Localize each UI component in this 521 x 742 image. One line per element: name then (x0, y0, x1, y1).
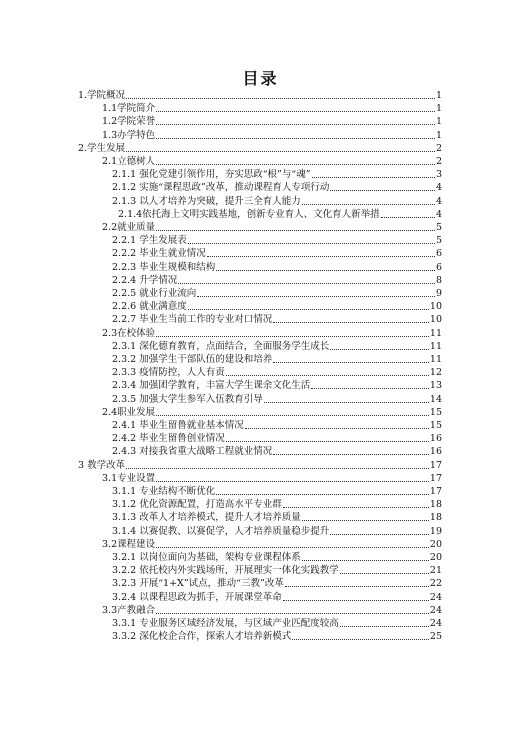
toc-entry-label: 2.学生发展 (78, 142, 126, 154)
toc-entry-label: 3.3.2 深化校企合作，探索人才培养新模式 (112, 631, 292, 643)
toc-entry-label: 3.3产教融合 (102, 604, 156, 616)
toc-entry-page-number: 1 (435, 90, 442, 101)
dot-leader (330, 349, 429, 350)
toc-entry[interactable] (112, 261, 442, 274)
dot-leader (226, 375, 429, 376)
toc-entry-page-number: 2 (435, 142, 442, 154)
toc-entry[interactable] (112, 300, 442, 313)
toc-entry-label: 3.3.1 专业服务区域经济发展，与区域产业匹配度较高 (112, 618, 339, 629)
toc-entry-label: 1.学院概况 (78, 90, 126, 101)
dot-leader (156, 164, 435, 165)
toc-entry-page-number: 5 (435, 222, 442, 233)
page-title: 目录 (242, 69, 279, 88)
toc-entry-page-number: 1 (435, 129, 442, 141)
toc-entry-label: 2.2.3 毕业生规模和结构 (112, 261, 216, 273)
toc-entry-label: 2.1.1 强化党建引领作用，夯实思政“根”与“魂” (112, 169, 311, 181)
toc-entry-page-number: 19 (429, 525, 442, 537)
dot-leader (273, 362, 429, 363)
toc-entry-label: 2.1.2 实施“课程思政”改革，推动课程育人专项行动 (112, 182, 330, 194)
toc-entry-page-number: 12 (429, 367, 442, 379)
toc-entry[interactable] (78, 142, 442, 155)
toc-entry[interactable] (112, 485, 442, 498)
dot-leader (156, 481, 429, 482)
toc-entry[interactable] (112, 234, 442, 247)
toc-entry[interactable] (112, 525, 442, 538)
dot-leader (311, 388, 429, 389)
dot-leader (330, 534, 429, 535)
toc-entry-label: 2.2就业质量 (102, 222, 156, 233)
toc-entry-label: 2.3.3 疫情防控，人人有责 (112, 367, 225, 379)
toc-entry-label: 3.2.2 依托校内外实践场所，开展理实一体化实践教学 (112, 565, 339, 577)
toc-entry-label: 3.1专业设置 (102, 472, 156, 484)
dot-leader (264, 402, 429, 403)
toc-entry-label: 1.3办学特色 (102, 129, 156, 141)
toc-entry[interactable] (112, 591, 442, 604)
dot-leader (188, 309, 429, 310)
dot-leader (156, 230, 435, 231)
toc-entry-page-number: 2 (435, 156, 442, 167)
toc-entry-label: 2.1立德树人 (102, 156, 156, 167)
toc-entry[interactable] (112, 195, 442, 208)
dot-leader (126, 468, 429, 469)
toc-entry-page-number: 13 (429, 380, 442, 392)
toc-entry-page-number: 21 (429, 565, 442, 577)
toc-entry[interactable] (102, 604, 442, 617)
dot-leader (285, 586, 429, 587)
dot-leader (188, 243, 435, 244)
toc-entry-page-number: 15 (429, 420, 442, 431)
toc-entry-page-number: 4 (435, 208, 442, 220)
dot-leader (340, 573, 429, 574)
toc-entry-label: 1.2学院荣誉 (102, 116, 156, 128)
toc-entry[interactable] (102, 102, 442, 115)
toc-entry-label: 2.3.4 加强团学教育，丰富大学生课余文化生活 (112, 380, 311, 392)
toc-entry-page-number: 14 (429, 393, 442, 405)
toc-entry[interactable] (112, 313, 442, 326)
toc-entry-label: 3.2课程建设 (102, 538, 156, 550)
toc-entry-label: 2.3在校体验 (102, 327, 156, 339)
toc-entry-label: 3.1.2 优化资源配置，打造高水平专业群 (112, 499, 282, 511)
toc-entry-page-number: 25 (429, 631, 442, 643)
dot-leader (156, 415, 429, 416)
dot-leader (283, 507, 429, 508)
toc-entry-label: 2.2.7 毕业生当前工作的专业对口情况 (112, 314, 273, 326)
toc-entry[interactable] (112, 353, 442, 366)
toc-entry[interactable] (112, 577, 442, 590)
toc-entry-label: 3.2.3 开展“1+X”试点，推动“三教”改革 (112, 578, 284, 590)
toc-entry[interactable] (112, 432, 442, 445)
toc-entry-page-number: 3 (435, 169, 442, 181)
toc-entry-label: 2.2.6 就业满意度 (112, 301, 187, 313)
toc-entry-page-number: 18 (429, 512, 442, 524)
toc-entry-label: 3.2.1 以岗位面向为基础，架构专业课程体系 (112, 552, 301, 563)
toc-entry[interactable] (112, 340, 442, 353)
toc-entry[interactable] (112, 564, 442, 577)
toc-entry[interactable] (112, 498, 442, 511)
dot-leader (302, 520, 429, 521)
toc-entry-page-number: 11 (429, 327, 442, 339)
toc-entry-label: 2.2.5 就业行业流向 (112, 288, 197, 299)
dot-leader (156, 124, 435, 125)
toc-entry-page-number: 24 (429, 604, 442, 616)
toc-entry[interactable] (102, 327, 442, 340)
toc-entry-page-number: 5 (435, 235, 442, 247)
dot-leader (302, 560, 429, 561)
toc-entry-page-number: 11 (429, 340, 442, 352)
toc-entry-page-number: 16 (429, 446, 442, 458)
toc-entry-page-number: 10 (429, 301, 442, 313)
toc-entry[interactable] (112, 379, 442, 392)
toc-entry[interactable] (102, 221, 442, 234)
dot-leader (273, 322, 429, 323)
toc-entry-label: 2.2.4 升学情况 (112, 274, 178, 286)
toc-entry[interactable] (112, 366, 442, 379)
toc-entry[interactable] (112, 617, 442, 630)
toc-entry-page-number: 10 (429, 314, 442, 326)
toc-entry[interactable] (112, 247, 442, 260)
toc-entry[interactable] (112, 419, 442, 432)
dot-leader (273, 454, 429, 455)
toc-entry-page-number: 4 (435, 195, 442, 207)
dot-leader (156, 111, 435, 112)
dot-leader (156, 138, 435, 139)
dot-leader (381, 217, 435, 218)
dot-leader (156, 613, 429, 614)
toc-entry[interactable] (112, 630, 442, 643)
toc-entry[interactable] (102, 155, 442, 168)
toc-entry-label: 3.2.4 以课程思政为抓手，开展课堂革命 (112, 591, 282, 603)
toc-entry-page-number: 6 (435, 248, 442, 260)
toc-entry-label: 2.1.3 以人才培养为突破，提升三全育人能力 (112, 195, 301, 207)
toc-entry-page-number: 24 (429, 591, 442, 603)
toc-entry[interactable] (102, 129, 442, 142)
dot-leader (207, 256, 435, 257)
toc-entry-page-number: 4 (435, 182, 442, 194)
toc-entry-page-number: 1 (435, 103, 442, 115)
toc-entry[interactable] (78, 459, 442, 472)
toc-entry[interactable] (118, 208, 442, 221)
toc-entry[interactable] (102, 472, 442, 485)
toc-entry[interactable] (112, 393, 442, 406)
toc-entry-label: 3.1.3 改革人才培养模式，提升人才培养质量 (112, 512, 301, 524)
toc-entry[interactable] (78, 89, 442, 102)
dot-leader (178, 283, 435, 284)
toc-entry-page-number: 17 (429, 472, 442, 484)
toc-entry-page-number: 1 (435, 116, 442, 128)
toc-entry-page-number: 15 (429, 406, 442, 418)
dot-leader (126, 98, 435, 99)
toc-entry[interactable] (112, 274, 442, 287)
toc-entry-label: 2.3.2 加强学生干部队伍的建设和培养 (112, 354, 273, 365)
toc-entry[interactable] (102, 538, 442, 551)
toc-entry-page-number: 17 (429, 459, 442, 471)
toc-entry-page-number: 6 (435, 261, 442, 273)
toc-entry-label: 2.4.2 毕业生留鲁创业情况 (112, 433, 225, 445)
toc-entry-page-number: 16 (429, 433, 442, 445)
dot-leader (330, 190, 435, 191)
toc-entry-page-number: 24 (429, 618, 442, 629)
dot-leader (302, 204, 435, 205)
toc-entry[interactable] (102, 115, 442, 128)
dot-leader (156, 547, 429, 548)
toc-entry-label: 3.1.1 专业结构不断优化 (112, 486, 216, 497)
toc-entry-page-number: 11 (429, 354, 442, 365)
dot-leader (226, 441, 429, 442)
toc-entry-label: 2.3.5 加强大学生参军入伍教育引导 (112, 393, 263, 405)
dot-leader (283, 600, 429, 601)
dot-leader (245, 428, 429, 429)
toc-entry[interactable] (102, 406, 442, 419)
toc-entry[interactable] (112, 181, 442, 194)
dot-leader (216, 270, 435, 271)
toc-entry-label: 2.4.1 毕业生留鲁就业基本情况 (112, 420, 244, 431)
toc-entry-page-number: 20 (429, 538, 442, 550)
dot-leader (216, 494, 429, 495)
toc-entry[interactable] (112, 511, 442, 524)
toc-entry[interactable] (112, 287, 442, 300)
toc-entry[interactable] (112, 445, 442, 458)
dot-leader (197, 296, 435, 297)
toc-entry-label: 1.1学院简介 (102, 103, 156, 115)
toc-entry-label: 2.2.2 毕业生就业情况 (112, 248, 206, 260)
toc-entry[interactable] (112, 551, 442, 564)
toc-entry-page-number: 9 (435, 288, 442, 299)
toc-entry-page-number: 20 (429, 552, 442, 563)
dot-leader (156, 336, 429, 337)
toc-entry-label: 2.3.1 深化德育教育，点面结合，全面服务学生成长 (112, 340, 330, 352)
toc-entry-label: 2.2.1 学生发展表 (112, 235, 187, 247)
toc-entry[interactable] (112, 168, 442, 181)
toc-entry-page-number: 22 (429, 578, 442, 590)
toc-entry-page-number: 8 (435, 274, 442, 286)
toc-entry-label: 2.1.4依托海上文明实践基地，创新专业育人、文化育人新举措 (118, 208, 380, 220)
dot-leader (126, 151, 435, 152)
toc-entry-label: 3.1.4 以赛促教、以赛促学，人才培养质量稳步提升 (112, 525, 330, 537)
toc-entry-label: 3 教学改革 (78, 459, 126, 471)
dot-leader (312, 177, 435, 178)
dot-leader (292, 639, 429, 640)
toc-entry-page-number: 18 (429, 499, 442, 511)
dot-leader (340, 626, 429, 627)
toc-entry-label: 2.4职业发展 (102, 406, 156, 418)
toc-entry-page-number: 17 (429, 486, 442, 497)
toc-entry-label: 2.4.3 对接我省重大战略工程就业情况 (112, 446, 273, 458)
